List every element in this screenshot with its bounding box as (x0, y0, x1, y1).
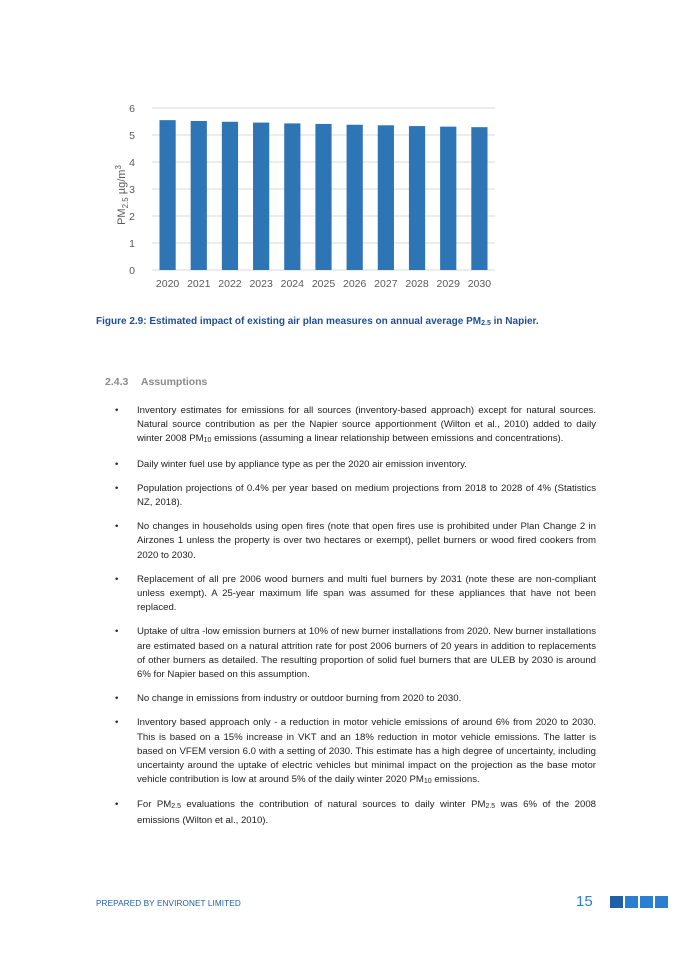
bar-2020 (159, 120, 175, 270)
subscript-text: 10 (423, 778, 432, 786)
subscript-text: 10 (203, 437, 212, 445)
x-tick-label: 2025 (311, 278, 336, 290)
assumption-text: emissions (assuming a linear relationship between emissions and concentrations). (211, 433, 564, 445)
y-tick-label: 3 (129, 184, 135, 196)
assumption-text: Uptake of ultra -low emission burners at 10% of new burner installations from 2020. New burner installations are estimated based on a natural attrition rate for post 2006 burners of 20 years in addition to replacements of other burners as detailed. The resulting proportion of solid fuel burners that are ULEB by 2030 is around 6% for Napier based on this assumption. (137, 626, 596, 681)
assumption-item (96, 692, 596, 706)
y-tick-label: 1 (129, 238, 135, 250)
assumption-text: Daily winter fuel use by appliance type as per the 2020 air emission inventory. (137, 458, 467, 470)
bar-chart (95, 95, 505, 295)
y-tick-label: 5 (129, 130, 135, 142)
x-axis-ticks (156, 278, 491, 290)
x-tick-label: 2020 (155, 278, 180, 290)
footer-block (610, 896, 623, 908)
assumptions-list (96, 404, 596, 838)
x-tick-label: 2028 (405, 278, 429, 290)
y-tick-label: 6 (129, 103, 135, 115)
x-tick-label: 2024 (280, 278, 304, 290)
bullet-marker: • (115, 799, 119, 811)
bar-2024 (284, 123, 300, 270)
assumption-text: Population projections of 0.4% per year based on medium projections from 2018 to 2028 of 4% (Statistics NZ, 2018). (137, 482, 596, 509)
bar-2022 (222, 122, 238, 270)
footer-block (655, 896, 668, 908)
subscript-text: 2.5 (171, 803, 181, 811)
bar-2023 (253, 123, 269, 270)
assumption-text: Inventory estimates for emissions for all sources (inventory-based approach) except for natural sources. Natural source contribution as per the Napier source apportionment (Wilton et al., 2010) added to daily winter 2008 PM (137, 405, 596, 445)
footer-prepared-by: PREPARED BY ENVIRONET LIMITED (96, 899, 241, 908)
assumption-item (96, 404, 596, 448)
y-tick-label: 4 (129, 157, 135, 169)
x-tick-label: 2022 (218, 278, 242, 290)
assumption-item (96, 716, 596, 788)
bullet-marker: • (115, 482, 119, 494)
x-tick-label: 2030 (467, 278, 492, 290)
section-title: Assumptions (140, 376, 208, 388)
y-tick-label: 0 (129, 265, 135, 277)
bar-2027 (378, 125, 394, 270)
x-tick-label: 2023 (249, 278, 273, 290)
footer-block (625, 896, 638, 908)
assumption-text: Replacement of all pre 2006 wood burners and multi fuel burners by 2031 (note these are non-compliant unless exempt). A 25-year maximum life span was assumed for these appliances that have not been replaced. (137, 573, 596, 614)
chart-bars (159, 120, 487, 270)
bar-2029 (440, 127, 456, 270)
y-tick-label: 2 (129, 211, 135, 223)
assumption-text: emissions. (431, 774, 480, 786)
bullet-marker: • (115, 458, 119, 470)
bar-2025 (315, 124, 331, 270)
assumption-item (96, 482, 596, 510)
x-tick-label: 2027 (374, 278, 398, 290)
assumption-text: For PM (137, 799, 172, 811)
section-heading (105, 376, 207, 388)
bullet-marker: • (115, 717, 119, 729)
y-axis-ticks (129, 103, 135, 277)
assumption-item (96, 458, 596, 472)
section-number: 2.4.3 (105, 376, 129, 388)
y-axis-label: $PM_{2.5}$ $\mu g/m^3$ (114, 165, 130, 225)
footer-block (640, 896, 653, 908)
x-tick-label: 2029 (436, 278, 460, 290)
bullet-marker: • (115, 573, 119, 585)
assumption-text: Inventory based approach only - a reduction in motor vehicle emissions of around 6% from 2020 to 2030. This is based on a 15% increase in VKT and an 18% reduction in motor vehicle emissions. The latter is based on VFEM version 6.0 with a setting of 2030. This estimate has a high degree of uncertainty, including uncertainty around the uptake of electric vehicles but minimal impact on the projection as the base motor vehicle contribution is low at around 5% of the daily winter 2020 PM (137, 717, 596, 786)
assumption-text: No changes in households using open fires (note that open fires use is prohibited under Plan Change 2 in Airzones 1 unless the property is over two hectares or exempt), pellet burners or wood fired cookers from 2020 to 2030. (137, 521, 596, 561)
assumption-text: evaluations the contribution of natural sources to daily winter PM (180, 799, 486, 811)
bar-2030 (471, 127, 487, 270)
bar-2028 (409, 126, 425, 270)
assumption-text: No change in emissions from industry or outdoor burning from 2020 to 2030. (137, 693, 462, 705)
page-number: 15 (576, 893, 593, 910)
subscript-text: 2.5 (485, 803, 496, 811)
assumption-text: was 6% of the 2008 emissions (Wilton et al., 2010). (137, 799, 596, 826)
bar-2021 (191, 121, 207, 270)
footer-decoration (610, 896, 668, 908)
x-tick-label: 2021 (187, 278, 211, 290)
assumption-item (96, 520, 596, 563)
assumption-item (96, 625, 596, 682)
bar-2026 (347, 125, 363, 270)
bullet-marker: • (115, 521, 119, 533)
bullet-marker: • (115, 693, 119, 705)
figure-caption: Figure 2.9: Estimated impact of existing air plan measures on annual average $PM_{2.5}$ in Napier. (96, 316, 539, 327)
assumption-item (96, 573, 596, 616)
x-tick-label: 2026 (343, 278, 367, 290)
bullet-marker: • (115, 626, 119, 638)
bullet-marker: • (115, 405, 119, 416)
assumption-item (96, 798, 596, 827)
